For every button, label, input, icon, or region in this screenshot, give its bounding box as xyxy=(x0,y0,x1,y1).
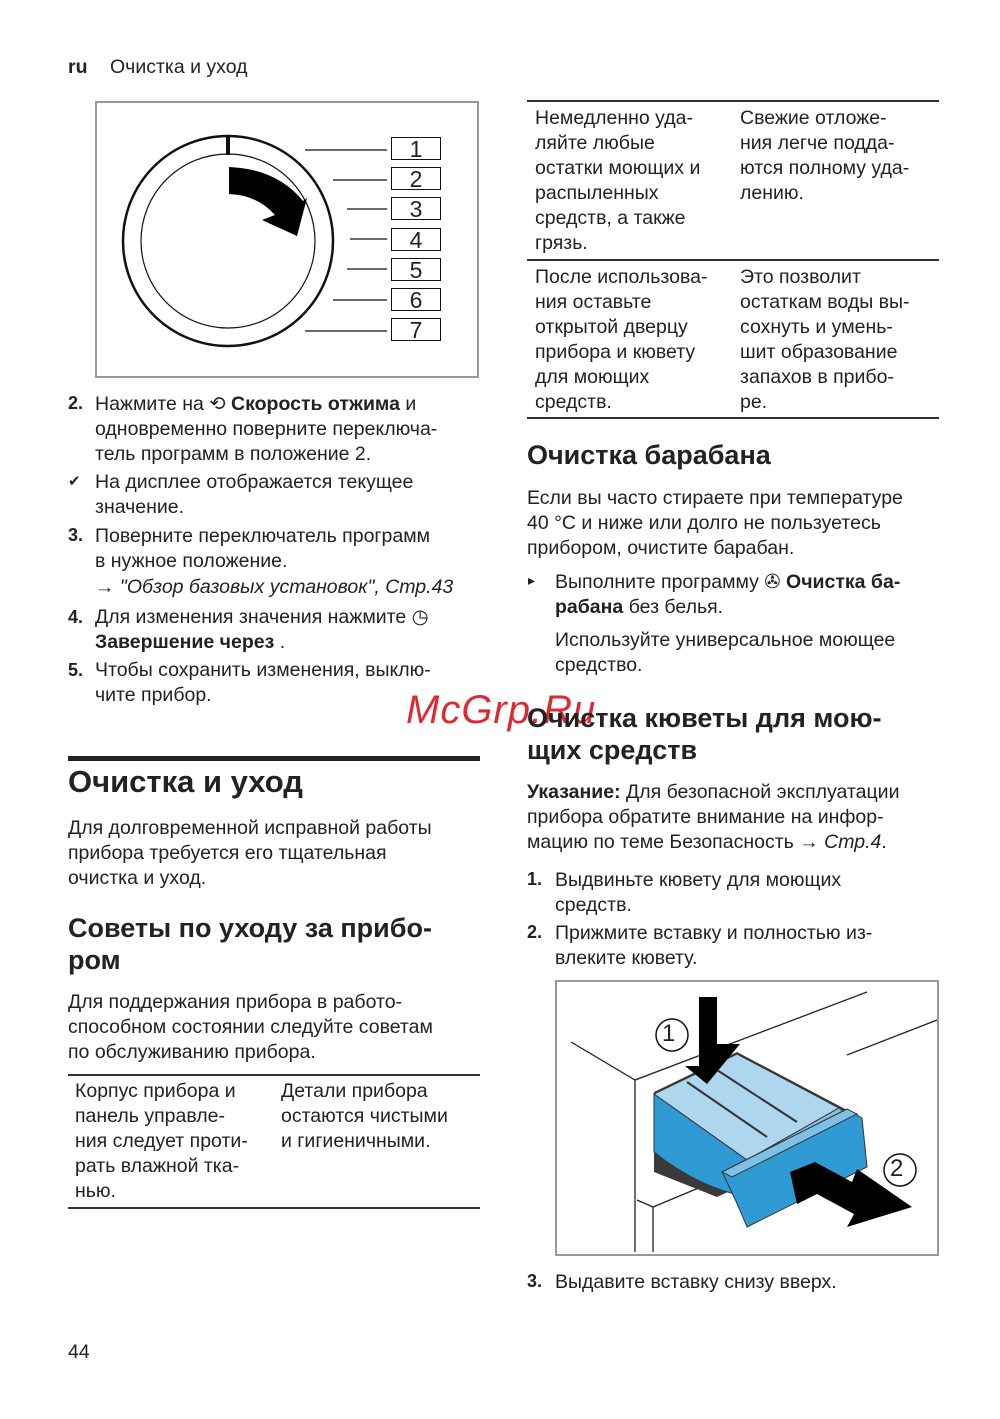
watermark: McGrp.Ru xyxy=(406,688,597,732)
spin-speed-label: Скорость отжима xyxy=(231,393,400,415)
table-rule xyxy=(527,417,939,419)
rotate-arrow-icon xyxy=(229,167,307,236)
step-number: 2. xyxy=(68,393,84,413)
bullet-icon: ▸ xyxy=(528,572,536,588)
step-5-text: Чтобы сохранить изменения, выклю- чите прибор. xyxy=(95,659,431,706)
step-4-text: Для изменения значения нажмите ◷ Завершение через . xyxy=(95,606,429,653)
drum-clean-icon: ✇ xyxy=(764,571,781,593)
table-cell: Корпус прибора и панель управле- ния следует проти- рать влажной тка- нью. xyxy=(75,1080,248,1202)
dispenser-figure xyxy=(555,980,939,1256)
table-rule xyxy=(68,1207,480,1209)
table-cell: После использова- ния оставьте открытой дверцу прибора и кювету для моющих средств. xyxy=(535,266,708,413)
callout-1: 1 xyxy=(662,1020,676,1047)
step-3-text: Поверните переключатель программ в нужное положение. xyxy=(95,525,431,572)
step-number: 1. xyxy=(527,869,543,889)
drum-action: Выполните программу ✇ Очистка ба- рабана без белья. xyxy=(555,571,901,618)
drum-note: Используйте универсальное моющее средство. xyxy=(555,629,896,676)
section-title: Очистка и уход xyxy=(68,764,303,799)
dial-figure xyxy=(95,101,479,378)
result-text: На дисплее отображается текущее значение. xyxy=(95,471,414,518)
running-header: Очистка и уход xyxy=(110,56,248,78)
clock-icon: ◷ xyxy=(411,606,429,628)
dial-position-1: 1 xyxy=(391,137,441,160)
spin-speed-icon: ⟲ xyxy=(209,393,226,415)
table-rule xyxy=(527,100,939,102)
dispenser-note: Указание: Для безопасной эксплуатации прибора обратите внимание на инфор- мацию по теме Безопасность → Стр.4. xyxy=(527,781,900,853)
step-number: 2. xyxy=(527,922,543,942)
dial-position-7: 7 xyxy=(391,318,441,341)
dispenser-step-1: Выдвиньте кювету для моющих средств. xyxy=(555,869,842,916)
dial-position-6: 6 xyxy=(391,288,441,311)
detergent-drawer-illustration xyxy=(557,982,937,1254)
page-number: 44 xyxy=(68,1341,90,1363)
drum-clean-label: Очистка ба- рабана xyxy=(555,571,901,618)
language-code: ru xyxy=(68,56,88,78)
table-rule xyxy=(527,259,939,261)
care-intro: Для долговременной исправной работы прибора требуется его тщательная очистка и уход. xyxy=(68,817,432,889)
dispenser-step-3: Выдавите вставку снизу вверх. xyxy=(555,1271,837,1293)
check-icon: ✔ xyxy=(68,473,81,490)
dial-position-2: 2 xyxy=(391,167,441,190)
dial-position-5: 5 xyxy=(391,258,441,281)
cross-reference-link[interactable]: → "Обзор базовых установок", Стр.43 xyxy=(95,576,454,598)
safety-page-link[interactable]: Стр.4 xyxy=(824,831,882,853)
table-cell: Немедленно уда- ляйте любые остатки моющих и распыленных средств, а также грязь. xyxy=(535,107,701,254)
dial-position-4: 4 xyxy=(391,228,441,251)
table-rule xyxy=(68,1074,480,1076)
dispenser-step-2: Прижмите вставку и полностью из- влеките кювету. xyxy=(555,922,873,969)
callout-2: 2 xyxy=(890,1155,904,1182)
section-rule xyxy=(68,756,480,761)
finish-in-label: Завершение через xyxy=(95,631,275,653)
dial-position-3: 3 xyxy=(391,197,441,220)
step-number: 3. xyxy=(68,525,84,545)
step-number: 3. xyxy=(527,1271,543,1291)
step-number: 4. xyxy=(68,607,84,627)
table-cell: Это позволит остаткам воды вы- сохнуть и умень- шит образование запахов в прибо- ре. xyxy=(740,266,910,413)
dispenser-title: Очистка кюветы для мою- щих средств xyxy=(527,703,882,765)
tips-title: Советы по уходу за прибо- ром xyxy=(68,913,432,975)
tips-intro: Для поддержания прибора в работо- способном состоянии следуйте советам по обслуживанию прибора. xyxy=(68,991,433,1063)
table-cell: Свежие отложе- ния легче подда- ются полному уда- лению. xyxy=(740,107,910,204)
drum-title: Очистка барабана xyxy=(527,440,771,470)
step-number: 5. xyxy=(68,660,84,680)
step-2-text: Нажмите на ⟲ Скорость отжима и одновременно поверните переключа- тель программ в положение 2. xyxy=(95,393,438,465)
drum-intro: Если вы часто стираете при температуре 40 °C и ниже или долго не пользуетесь прибором, очистите барабан. xyxy=(527,487,903,559)
table-cell: Детали прибора остаются чистыми и гигиеничными. xyxy=(281,1080,448,1152)
